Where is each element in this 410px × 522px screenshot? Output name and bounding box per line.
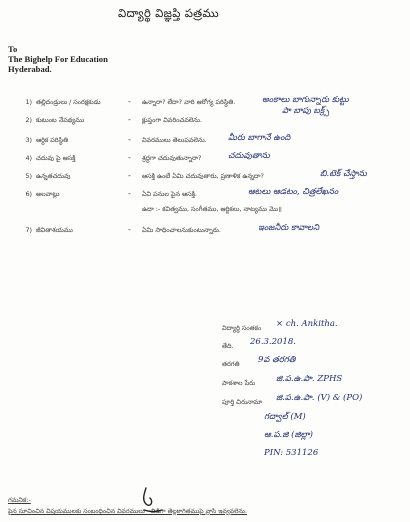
field-answer: బి.టెక్ చేస్తాను <box>320 169 367 179</box>
field-number: 5) <box>25 172 32 180</box>
field-dash: - <box>128 135 131 144</box>
field-label: చదువు పై ఆసక్తి <box>36 154 76 162</box>
field-label: కుటుంబ నేపథ్యము <box>36 116 85 124</box>
field-prompt: ఉన్నారా? లేదా? వారి ఆరోగ్య పరిస్థితి. <box>142 98 236 106</box>
field-row-study-interest <box>0 152 410 166</box>
field-number: 6) <box>25 190 32 198</box>
habits-example-line: ఉదా :- కవిత్వము, సంగీతము, ఆర్టికలు, నాట్యము మొ॥ <box>142 205 282 213</box>
field-answer: అంకాలు బాగున్నారు కుట్టు <box>262 95 349 105</box>
field-label: జీవితాశయము <box>36 226 73 234</box>
address-line-2: ఆ.ప.జి (జిల్లా) <box>264 430 313 440</box>
field-row-higher-studies <box>0 170 410 184</box>
field-prompt: వివరములు తెలుపవలెను. <box>142 136 207 144</box>
field-dash: - <box>128 97 131 106</box>
field-number: 7) <box>25 226 32 234</box>
field-answer: ఆటలు ఆడటం, చిత్రలేఖనం <box>248 187 339 197</box>
class-value: 9వ తరగతి <box>258 355 296 365</box>
field-row-life-goal <box>0 224 410 238</box>
school-name-value: జి.ప.ఉ.పా. ZPHS <box>276 374 343 384</box>
field-number: 1) <box>25 98 32 106</box>
field-answer-continued: పా బాపు బక్ర్స్ <box>282 106 330 116</box>
addressee-line-2: The Bighelp For Education <box>8 54 108 64</box>
field-prompt: శ్రద్ధగా చదువుతున్నారా? <box>142 154 202 162</box>
field-label: తల్లిదండ్రులు / సంరక్షకుడు <box>36 98 101 106</box>
addressee-line-3: Hyderabad. <box>8 64 52 74</box>
addressee-block <box>8 44 108 74</box>
form-title: విద్యార్థి విజ్ఞప్తి పత్రము <box>118 6 219 20</box>
note-heading: గమనిక:- <box>8 496 31 504</box>
pen-scribble-mark <box>140 486 164 516</box>
full-address-label: పూర్తి చిరునామా <box>222 398 263 406</box>
field-dash: - <box>128 225 131 234</box>
addressee-line-1: To <box>8 44 18 54</box>
field-row-parents <box>0 96 410 110</box>
school-name-label: పాఠశాల పేరు <box>222 379 256 387</box>
field-label: అలవాట్లు <box>36 190 60 198</box>
note-text: పైన సూచించిన విషయములకు సంబంధించిన వివరములు - విడిగా తెల్లకాగితముపై వ్రాసి ఇవ్వవలెను. <box>8 508 247 515</box>
date-label: తేది. <box>222 342 234 350</box>
field-answer: మీరు బాగానే ఉంది <box>228 133 291 143</box>
field-label: ఉన్నతచదువు <box>36 172 71 180</box>
field-prompt: క్లుప్తంగా వివరించవలెను. <box>142 116 203 124</box>
field-row-habits <box>0 188 410 202</box>
field-dash: - <box>128 171 131 180</box>
field-number: 3) <box>25 136 32 144</box>
field-label: ఆర్థిక పరిస్థితి <box>36 136 69 144</box>
field-prompt: ఆసక్తి ఉంటే ఏమి చదువుతారు, ప్రణాళిక ఉన్నదా? <box>142 172 264 180</box>
field-dash: - <box>128 153 131 162</box>
field-row-financial-status <box>0 134 410 148</box>
class-label: తరగతి <box>222 360 240 368</box>
student-signature-value: × ch. Ankitha. <box>276 319 338 329</box>
field-dash: - <box>128 115 131 124</box>
field-prompt: ఏమి సాధించాలనుకుంటున్నారు. <box>142 226 221 234</box>
student-signature-label: విద్యార్థి సంతకం <box>222 324 262 332</box>
field-prompt: ఏవి పనుల పైన ఆసక్తి. <box>142 190 197 198</box>
address-line-3: PIN: 531126 <box>264 448 319 458</box>
field-answer: ఇంజనీరు కావాలని <box>258 223 320 233</box>
field-row-family-background <box>0 114 410 128</box>
field-dash: - <box>128 189 131 198</box>
field-answer: చదువుతాను <box>228 151 270 161</box>
field-number: 4) <box>25 154 32 162</box>
full-address-value: జి.ప.ఉ.పా. (V) & (PO) <box>276 393 363 403</box>
date-value: 26.3.2018. <box>250 337 296 347</box>
address-line-1: గద్వాల్ (M) <box>264 412 306 422</box>
field-number: 2) <box>25 116 32 124</box>
